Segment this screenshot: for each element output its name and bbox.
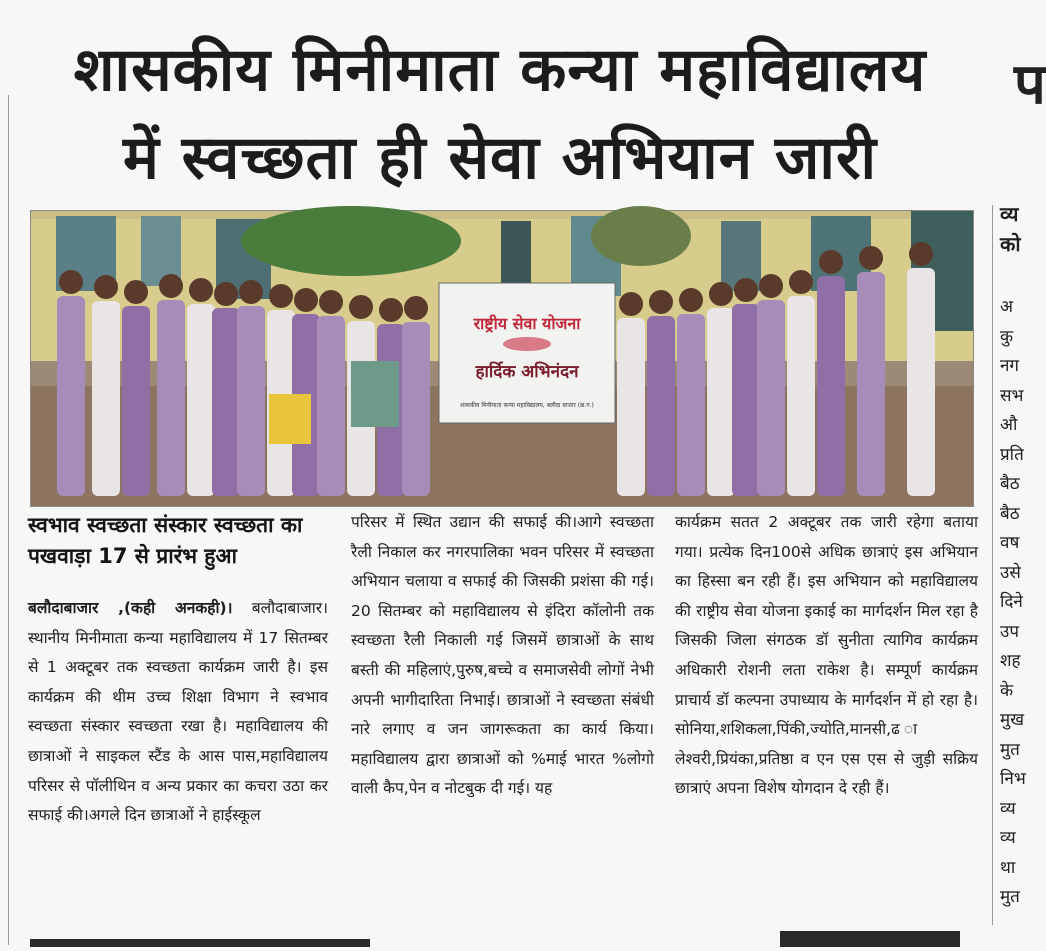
student-head [909, 242, 933, 266]
student-figure [92, 301, 120, 496]
student-figure [907, 268, 935, 496]
adjacent-text-fragment: शह [1000, 651, 1021, 671]
dateline: बलौदाबाजार ,(कही अनकही)। [28, 599, 233, 617]
adjacent-article-fragment [1000, 200, 1030, 913]
subheadline: स्वभाव स्वच्छता संस्कार स्वच्छता का पखवाड़ा 17 से प्रारंभ हुआ [28, 513, 303, 568]
student-figure [187, 304, 215, 496]
right-rule [992, 205, 993, 925]
student-head [734, 278, 758, 302]
adjacent-text-fragment: मुत [1000, 739, 1020, 760]
student-figure [757, 300, 785, 496]
adjacent-text-fragment: वष [1000, 533, 1020, 553]
adjacent-text-fragment: मुख [1000, 710, 1025, 730]
adjacent-text-fragment: सभ [1000, 385, 1024, 406]
student-head [379, 298, 403, 322]
adjacent-text-fragment: अ [1000, 297, 1013, 317]
student-head [349, 295, 373, 319]
student-head [189, 278, 213, 302]
student-figure [122, 306, 150, 496]
student-figure [57, 296, 85, 496]
adjacent-text-fragment: प्रति [1000, 444, 1024, 465]
student-head [649, 290, 673, 314]
student-head [404, 296, 428, 320]
student-head [709, 282, 733, 306]
adjacent-headline-fragment: प [1014, 52, 1046, 117]
article-column-1 [28, 594, 328, 831]
adjacent-text-fragment: मुत [1000, 887, 1020, 907]
adjacent-text-fragment: बैठ [1000, 474, 1020, 494]
article-column-2: परिसर में स्थित उद्यान की सफाई की।आगे स्वच्छता रैली निकाल कर नगरपालिका भवन परिसर में स्वच्छता अभियान चलाया व सफाई की जिसकी प्रशंसा की गई। 20 सितम्बर को महाविद्यालय से इंदिरा कॉलोनी तक स्वच्छता रैली निकाली गई जिसमें छात्राओं के साथ बस्ती की महिलाएं,पुरुष,बच्चे व समाजसेवी लोगों नेभी अपनी भागीदारिता निभाई। छात्राओं ने स्वच्छता संबंधी नारे लगाए व जन जागरूकता का कार्य किया। महाविद्यालय द्वारा छात्राओं को %माई भारत %लोगो वाली कैप,पेन व नोटबुक दी गई। यह [351, 513, 654, 798]
adjacent-text-fragment: बैठ [1000, 503, 1020, 524]
student-figure [212, 308, 240, 496]
student-head [214, 282, 238, 306]
student-figure [817, 276, 845, 496]
student-head [124, 280, 148, 304]
banner-greeting: हार्दिक अभिनंदन [475, 362, 579, 382]
student-figure [647, 316, 675, 496]
article-column-3: कार्यक्रम सतत 2 अक्टूबर तक जारी रहेगा बताया गया। प्रत्येक दिन100से अधिक छात्राएं इस अभियान का हिस्सा बन रही हैं। इस अभियान को महाविद्यालय की राष्ट्रीय सेवा योजना इकाई का मार्गदर्शन मिल रहा है जिसकी जिला संगठक डॉ सुनीता त्यागिव कार्यक्रम अधिकारी रोशनी लता राकेश है। सम्पूर्ण कार्यक्रम प्राचार्य डॉ कल्पना उपाध्याय के मार्गदर्शन में हो रहा है। सोनिया,शशिकला,पिंकी,ज्योति,मानसी,ढ ा लेश्वरी,प्रियंका,प्रतिष्ठा व एन एस एस से जुड़ी सक्रिय छात्राएं अपना विशेष योगदान दे रही हैं। [675, 513, 978, 798]
student-head [59, 270, 83, 294]
adjacent-text-fragment: व्य [1000, 828, 1016, 848]
student-figure [617, 318, 645, 496]
headline-line-2: में स्वच्छता ही सेवा अभियान जारी [122, 123, 878, 193]
headline-line-1: शासकीय मिनीमाता कन्या महाविद्यालय [73, 35, 927, 105]
banner-title: राष्ट्रीय सेवा योजना [473, 314, 581, 333]
student-head [759, 274, 783, 298]
student-head [294, 288, 318, 312]
student-figure [237, 306, 265, 496]
student-figure [707, 308, 735, 496]
adjacent-text-fragment: था [1000, 857, 1016, 878]
adjacent-text-fragment: दिने [1000, 592, 1023, 612]
banner-footer: शासकीय मिनीमाता कन्या महाविद्यालय, बलौदा बाजार (छ.ग.) [460, 402, 594, 409]
news-photo [30, 210, 974, 507]
student-figure [787, 296, 815, 496]
adjacent-heading-fragment: व्य [1000, 202, 1019, 226]
student-head [239, 280, 263, 304]
adjacent-text-fragment: निभ [1000, 769, 1026, 789]
student-head [679, 288, 703, 312]
adjacent-heading-fragment: को [1000, 231, 1021, 256]
next-article-fragment [0, 925, 1030, 947]
adjacent-text-fragment: उसे [1000, 562, 1021, 583]
article-column-1-text: बलौदाबाजार। स्थानीय मिनीमाता कन्या महाविद्यालय में 17 सितम्बर से 1 अक्टूबर तक स्वच्छता कार्यक्रम जारी है। इस कार्यक्रम की थीम उच्च शिक्षा विभाग ने स्वभाव स्वच्छता संस्कार स्वच्छता रखा है। महाविद्यालय की छात्राओं ने साइकल स्टैंड के आस पास,महाविद्यालय परिसर से पॉलीथिन व अन्य प्रकार का कचरा उठा कर सफाई की।अगले दिन छात्राओं ने हाईस्कूल [28, 599, 328, 825]
student-figure [317, 316, 345, 496]
student-head [789, 270, 813, 294]
left-rule [8, 95, 9, 945]
student-figure [677, 314, 705, 496]
adjacent-text-fragment: के [1000, 680, 1014, 701]
student-figure [732, 304, 760, 496]
student-head [819, 250, 843, 274]
student-head [159, 274, 183, 298]
adjacent-text-fragment: औ [1000, 415, 1018, 435]
student-figure [857, 272, 885, 496]
adjacent-text-fragment: व्य [1000, 798, 1016, 819]
student-figure [157, 300, 185, 496]
adjacent-text-fragment: उप [1000, 621, 1019, 642]
student-figure [402, 322, 430, 496]
student-head [94, 275, 118, 299]
student-head [859, 246, 883, 270]
adjacent-text-fragment: कु [1000, 326, 1014, 347]
adjacent-text-fragment: नग [1000, 356, 1020, 376]
student-head [619, 292, 643, 316]
student-head [269, 284, 293, 308]
student-head [319, 290, 343, 314]
